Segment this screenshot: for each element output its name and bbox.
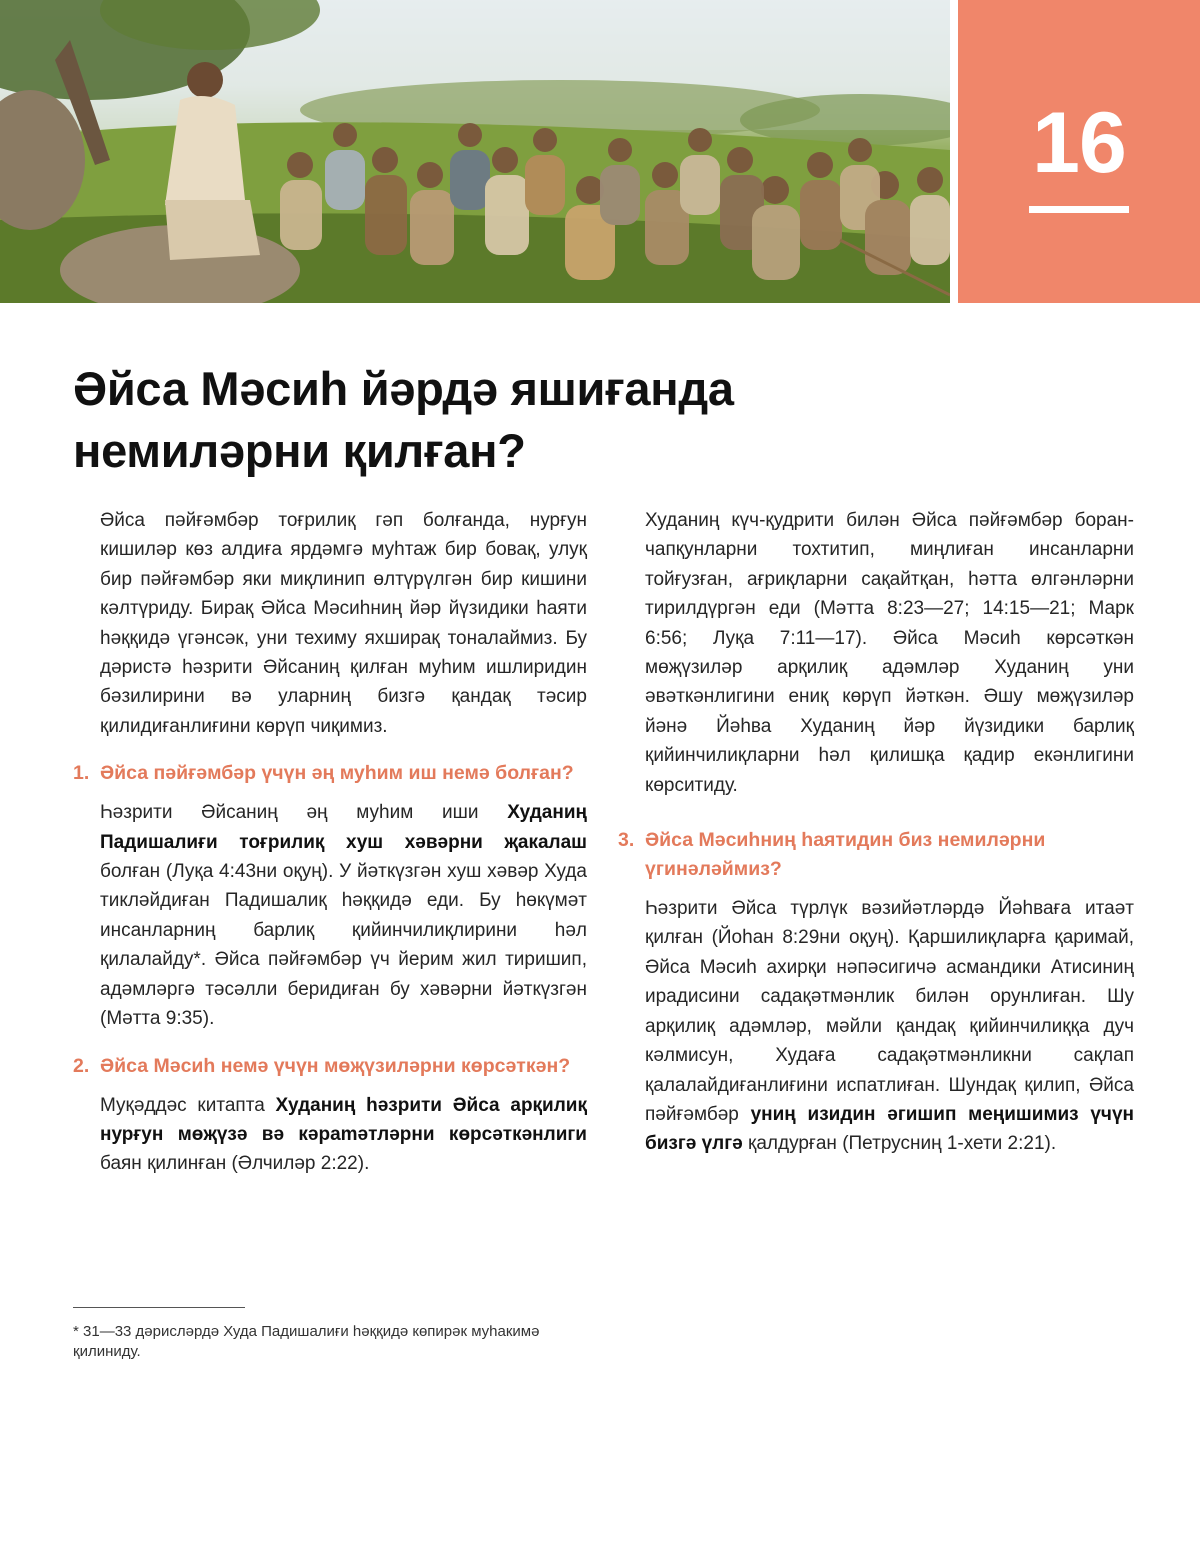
footnote: * 31—33 дәрисләрдә Худа Падишалиғи һәққидә көпирәк муһакимә қилиниду. [73, 1323, 540, 1360]
lesson-badge [958, 0, 1200, 303]
answer-paragraph-2 [100, 1091, 587, 1179]
question-number-2: 2. [73, 1054, 90, 1077]
answer-paragraph-1 [100, 798, 587, 1033]
lesson-number-underline [1029, 206, 1129, 213]
answer-paragraph-3 [645, 894, 1134, 1159]
intro-paragraph: Әйса пәйғәмбәр тоғрилиқ гәп болғанда, нурғун кишиләр көз алдиға ярдәмгә муһтаж бир бовақ, улуқ бир пәйғәмбәр яки миқлинип өлтүрүлгән бир кишини кәлтүриду. Бирақ Әйса Мәсиһниң йәр йүзидики һаяти һәққидә үгәнсәк, уни техиму яхширақ тоналаймиз. Бу дәристә һәзрити Әйсаниң қилған муһим ишлиридин бәзилирини вә уларниң бизгә қандақ тәсир қилидиғанлиғини көрүп чиқимиз. [100, 510, 587, 737]
hero-illustration [0, 0, 950, 303]
question-text-2: Әйса Мәсиһ немә үчүн мөҗүзиләрни көрсәткән? [100, 1054, 571, 1077]
answer-2-emphasis: Худаниң һәзрити Әйса арқилиқ нурғун мөҗүзә вә кәраmәтләрни көрсәткәнлиги [100, 1094, 588, 1145]
question-heading-3 [618, 826, 1134, 884]
answer-2-text-b: баян қилинған (Әлчиләр 2:22). [100, 1153, 370, 1175]
left-column [73, 506, 588, 1179]
question-heading-1 [73, 759, 587, 788]
answer-2-text-a: Муқәддәс китапта [100, 1094, 276, 1116]
answer-1-text-a: Һәзрити Әйсаниң әң муһим иши [100, 802, 508, 824]
question-text-1: Әйса пәйғәмбәр үчүн әң муһим иш немә болған? [100, 762, 574, 785]
answer-3-text-b: қалдурған (Петрусниң 1-хети 2:21). [742, 1133, 1057, 1155]
answer-1-text-b: болған (Луқа 4:43ни оқуң). У йәткүзгән хуш хәвәр Худа тикләйдиған Падишалиқ һәққидә еди. Бу һөкүмәт инсанларниң барлиқ қийинчилиқлирини һәл қилалайду*. Әйса пәйғәмбәр үч йерим жил тиришип, адәмләргә тәсәлли беридиған бу хәвәрни йәткүзгән (Мәтта 9:35). [100, 861, 587, 1030]
answer-3-text-a: Һәзрити Әйса түрлүк вәзийәтләрдә Йәһваға итаәт қилған (Йоһан 8:29ни оқуң). Қаршилиқларға қаримай, Әйса Мәсиһ ахирқи нәпәсигичә асмандики Атисиниң ирадисини садақәтмәнлик билән орунлиған. Шу арқилиқ адәмләр, мәйли қандақ қийинчилиққа дуч кәлмисун, Худаға садақәтмәнликни сақлап қалалайдиғанлиғини испатлиған. Шундақ қилип, Әйса пәйғәмбәр [645, 898, 1134, 1125]
question-heading-2 [73, 1052, 587, 1081]
lesson-number: 16 [1032, 95, 1126, 191]
answer-3-emphasis: униң изидин әгишип меңишимиз үчүн бизгә үлгә [645, 1103, 1134, 1155]
answer-1-emphasis: Худаниң Падишалиғи тоғрилиқ хуш хәвәрни җакалаш [100, 802, 587, 853]
right-column [618, 506, 1134, 1159]
question-number-1: 1. [73, 762, 90, 785]
hero-scene [0, 0, 950, 303]
page-title: Әйса Мәсиһ йәрдә яшиғанда немиләрни қилған? [73, 362, 734, 477]
question-text-3: Әйса Мәсиһниң һаятидин биз немиләрни үгинәләймиз? [645, 829, 1046, 881]
footnote-divider [73, 1307, 245, 1308]
answer-paragraph-2-continued: Худаниң күч-қудрити билән Әйса пәйғәмбәр боран-чапқунларни тохтитип, миңлиған инсанларни тойғузған, ағриқларни сақайтқан, һәтта өлгәнләрни тирилдүргән еди (Мәтта 8:23—27; 14:15—21; Марк 6:56; Луқа 7:11—17). Әйса Мәсиһ көрсәткән мөҗүзиләр арқилиқ адәмләр Худаниң уни әвәткәнлигини ениқ көрүп йәткән. Әшу мөҗүзиләр йәнә Йәһва Худаниң йәр йүзидики барлиқ қийинчилиқларни һәл қилишқа қадир екәнлигини көрситиду. [645, 510, 1134, 796]
question-number-3: 3. [618, 829, 635, 852]
